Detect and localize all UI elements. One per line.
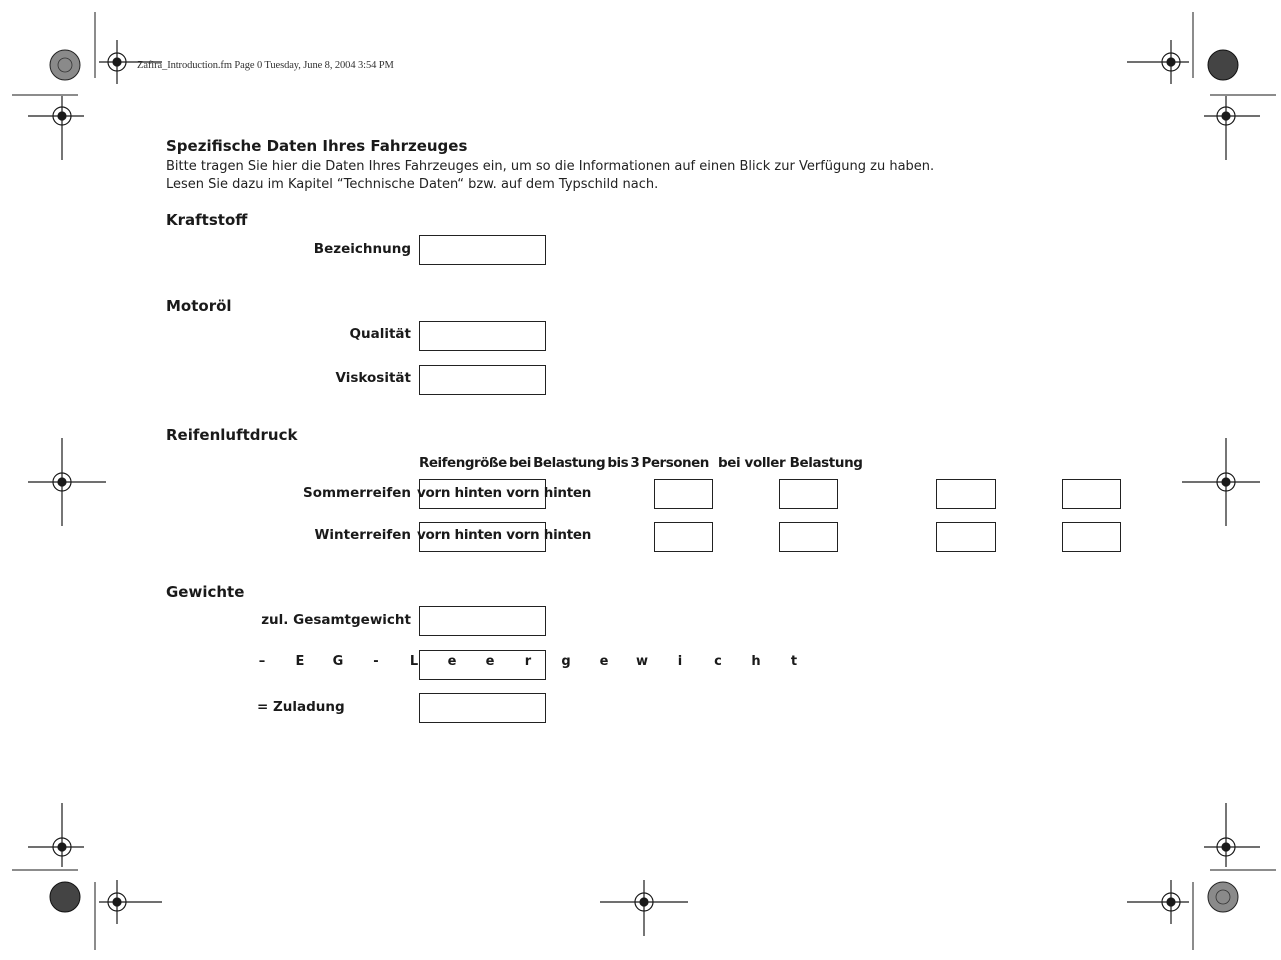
intro-line-2: Lesen Sie dazu im Kapitel “Technische Daten“ bzw. auf dem Typschild nach. <box>166 177 659 192</box>
oil-quality-label: Qualität <box>349 326 411 342</box>
summer-front-3p-field[interactable] <box>654 479 713 509</box>
empty-weight-char: e <box>447 654 457 669</box>
winter-rear-full-field[interactable] <box>1062 522 1121 552</box>
gross-weight-label: zul. Gesamtgewicht <box>261 612 411 628</box>
empty-weight-char: E <box>295 654 305 669</box>
winter-positions: vorn hinten vorn hinten <box>417 527 592 543</box>
registration-disc <box>1208 50 1238 80</box>
section-heading-engine-oil: Motoröl <box>166 297 232 315</box>
empty-weight-char: – <box>258 654 266 669</box>
oil-viscosity-field[interactable] <box>419 365 546 395</box>
page-title: Spezifische Daten Ihres Fahrzeuges <box>166 137 468 155</box>
empty-weight-field[interactable] <box>419 650 546 680</box>
winter-rear-3p-field[interactable] <box>779 522 838 552</box>
empty-weight-char: e <box>599 654 609 669</box>
registration-disc <box>1208 882 1238 912</box>
empty-weight-char: h <box>751 654 761 669</box>
winter-front-full-field[interactable] <box>936 522 996 552</box>
empty-weight-char: - <box>373 654 379 669</box>
empty-weight-char: L <box>409 654 419 669</box>
registration-disc <box>50 882 80 912</box>
empty-weight-char: g <box>561 654 571 669</box>
section-heading-fuel: Kraftstoff <box>166 211 248 229</box>
empty-weight-char: r <box>524 654 532 669</box>
oil-quality-field[interactable] <box>419 321 546 351</box>
intro-line-1: Bitte tragen Sie hier die Daten Ihres Fahrzeuges ein, um so die Informationen auf einen Blick zur Verfügung zu haben. <box>166 159 935 174</box>
summer-front-full-field[interactable] <box>936 479 996 509</box>
empty-weight-char: G <box>332 654 344 669</box>
fuel-designation-label: Bezeichnung <box>313 241 411 257</box>
summer-rear-3p-field[interactable] <box>779 479 838 509</box>
gross-weight-field[interactable] <box>419 606 546 636</box>
winter-front-3p-field[interactable] <box>654 522 713 552</box>
empty-weight-char: c <box>714 654 722 669</box>
empty-weight-char: t <box>790 654 798 669</box>
summer-positions: vorn hinten vorn hinten <box>417 485 592 501</box>
empty-weight-char: i <box>677 654 683 669</box>
payload-label: = Zuladung <box>257 699 345 715</box>
tyre-column-header-2: bei voller Belastung <box>718 455 863 471</box>
tyre-column-header: Reifengröße bei Belastung bis 3 Personen <box>419 455 709 471</box>
empty-weight-char: e <box>485 654 495 669</box>
summer-rear-full-field[interactable] <box>1062 479 1121 509</box>
registration-disc <box>50 50 80 80</box>
tyre-row-label-summer: Sommerreifen <box>302 485 411 501</box>
oil-viscosity-label: Viskosität <box>335 370 411 386</box>
section-heading-tyre-pressure: Reifenluftdruck <box>166 426 298 444</box>
print-header: Zafira_Introduction.fm Page 0 Tuesday, June 8, 2004 3:54 PM <box>137 60 394 71</box>
section-heading-weights: Gewichte <box>166 583 245 601</box>
tyre-row-label-winter: Winterreifen <box>314 527 411 543</box>
payload-field[interactable] <box>419 693 546 723</box>
fuel-designation-field[interactable] <box>419 235 546 265</box>
empty-weight-char: w <box>635 654 648 669</box>
